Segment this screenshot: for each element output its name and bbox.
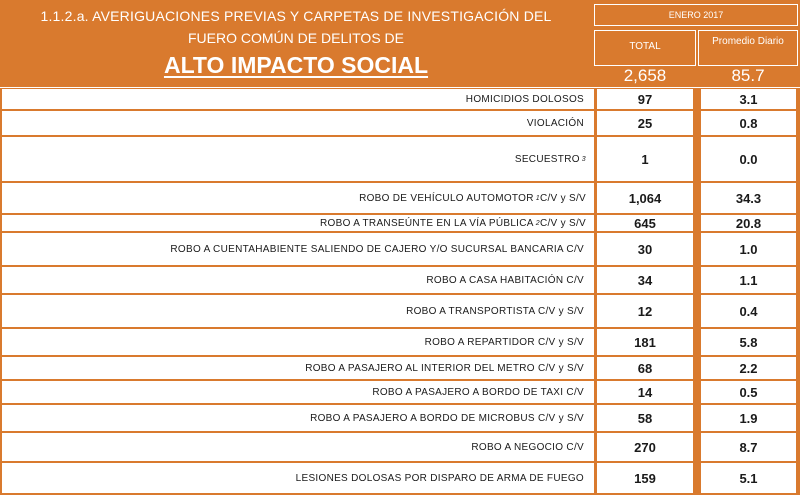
- row-label: ROBO DE VEHÍCULO AUTOMOTOR 1 C/V y S/V: [2, 183, 594, 213]
- table-row: [0, 356, 800, 380]
- row-total: 645: [597, 215, 693, 231]
- row-total: 12: [597, 295, 693, 327]
- row-total: 1,064: [597, 183, 693, 213]
- row-total: 270: [597, 433, 693, 461]
- row-label: VIOLACIÓN: [2, 111, 594, 135]
- title-line-1: 1.1.2.a. AVERIGUACIONES PREVIAS Y CARPETAS DE INVESTIGACIÓN DEL: [40, 8, 552, 24]
- table-row: [0, 294, 800, 328]
- row-label: HOMICIDIOS DOLOSOS: [2, 89, 594, 109]
- period-label: ENERO 2017: [594, 4, 798, 26]
- row-label: ROBO A TRANSPORTISTA C/V y S/V: [2, 295, 594, 327]
- table-header: [0, 0, 800, 88]
- row-label: LESIONES DOLOSAS POR DISPARO DE ARMA DE FUEGO: [2, 463, 594, 493]
- row-promedio: 5.1: [701, 463, 796, 493]
- row-total: 25: [597, 111, 693, 135]
- row-total: 68: [597, 357, 693, 379]
- row-label: ROBO A PASAJERO A BORDO DE MICROBUS C/V y S/V: [2, 405, 594, 431]
- row-promedio: 1.0: [701, 233, 796, 265]
- row-label: ROBO A TRANSEÚNTE EN LA VÍA PÚBLICA 2 C/V y S/V: [2, 215, 594, 231]
- table-row: [0, 462, 800, 495]
- grand-promedio-value: 85.7: [731, 66, 765, 85]
- table-row: [0, 214, 800, 232]
- title-block: [0, 0, 592, 87]
- table-row: [0, 88, 800, 110]
- table-row: [0, 432, 800, 462]
- table-row: [0, 182, 800, 214]
- row-total: 159: [597, 463, 693, 493]
- title-line-2: FUERO COMÚN DE DELITOS DE: [188, 30, 404, 46]
- row-promedio: 1.9: [701, 405, 796, 431]
- row-label: SECUESTRO 3: [2, 137, 594, 181]
- row-total: 14: [597, 381, 693, 403]
- row-label: ROBO A PASAJERO AL INTERIOR DEL METRO C/V y S/V: [2, 357, 594, 379]
- row-label: ROBO A NEGOCIO C/V: [2, 433, 594, 461]
- row-promedio: 20.8: [701, 215, 796, 231]
- row-promedio: 34.3: [701, 183, 796, 213]
- row-promedio: 1.1: [701, 267, 796, 293]
- table-row: [0, 380, 800, 404]
- row-promedio: 0.5: [701, 381, 796, 403]
- grand-total-value: 2,658: [623, 66, 667, 85]
- table-row: [0, 110, 800, 136]
- row-label: ROBO A CASA HABITACIÓN C/V: [2, 267, 594, 293]
- table-row: [0, 328, 800, 356]
- row-total: 181: [597, 329, 693, 355]
- row-total: 1: [597, 137, 693, 181]
- row-promedio: 3.1: [701, 89, 796, 109]
- row-promedio: 0.4: [701, 295, 796, 327]
- column-header-promedio: Promedio Diario: [698, 30, 798, 66]
- row-label: ROBO A PASAJERO A BORDO DE TAXI C/V: [2, 381, 594, 403]
- table-row: [0, 136, 800, 182]
- row-label: ROBO A REPARTIDOR C/V y S/V: [2, 329, 594, 355]
- row-total: 58: [597, 405, 693, 431]
- table-row: [0, 404, 800, 432]
- title-line-3: ALTO IMPACTO SOCIAL: [163, 52, 429, 78]
- row-promedio: 2.2: [701, 357, 796, 379]
- table-row: [0, 266, 800, 294]
- row-total: 30: [597, 233, 693, 265]
- row-total: 34: [597, 267, 693, 293]
- row-label: ROBO A CUENTAHABIENTE SALIENDO DE CAJERO Y/O SUCURSAL BANCARIA C/V: [2, 233, 594, 265]
- row-promedio: 0.8: [701, 111, 796, 135]
- row-promedio: 0.0: [701, 137, 796, 181]
- table-row: [0, 232, 800, 266]
- row-total: 97: [597, 89, 693, 109]
- row-promedio: 8.7: [701, 433, 796, 461]
- row-promedio: 5.8: [701, 329, 796, 355]
- column-header-total: TOTAL: [594, 30, 696, 66]
